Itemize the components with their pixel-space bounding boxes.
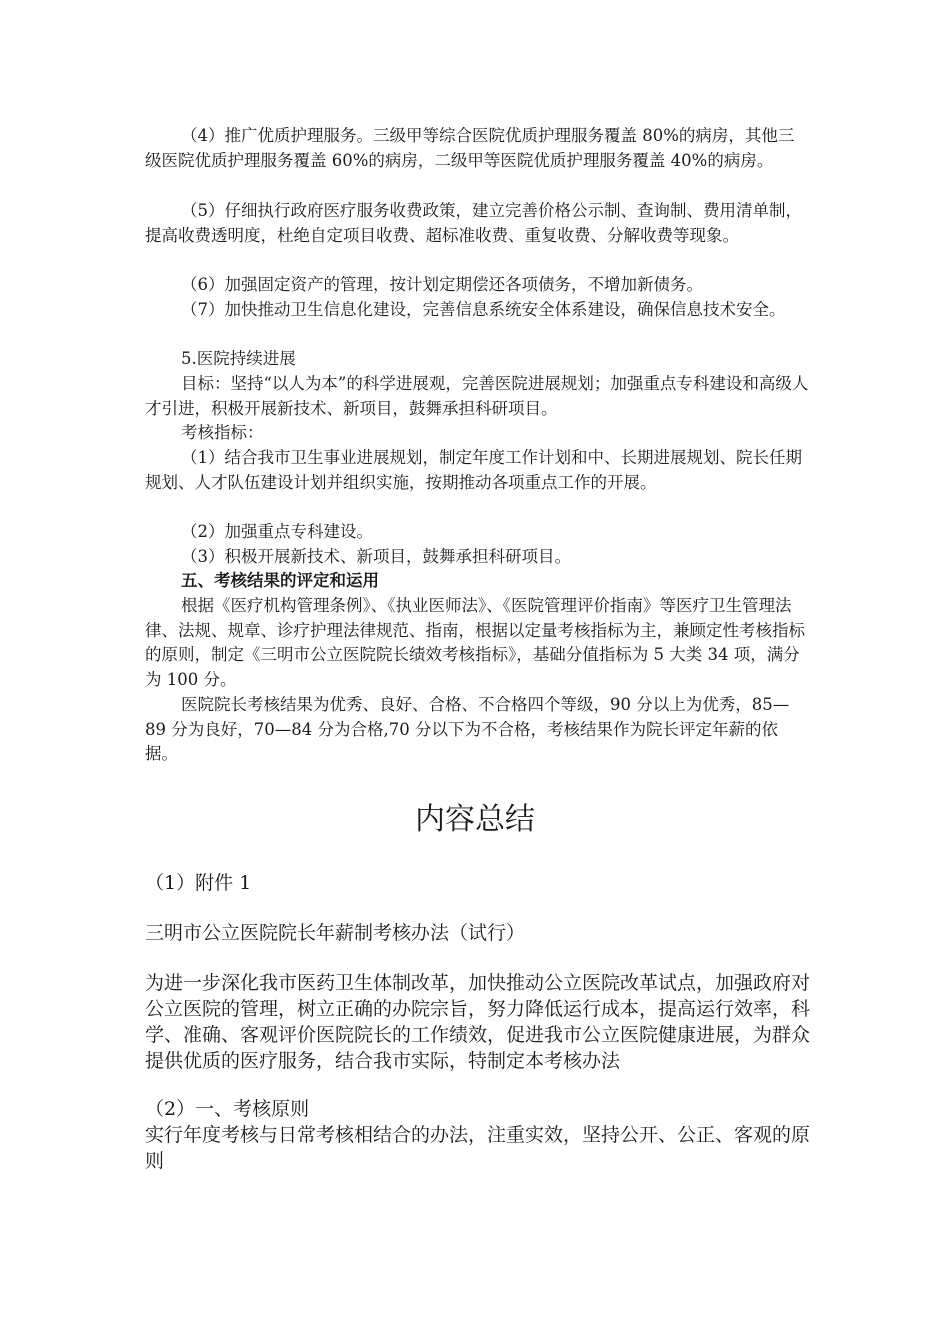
paragraph-grades: 医院院长考核结果为优秀、良好、合格、不合格四个等级，90 分以上为优秀，85—89 分为良好，70—84 分为合格,70 分以下为不合格，考核结果作为院长评定年薪的依据。	[145, 695, 790, 763]
summary-item-principles-heading: （2）一、考核原则	[145, 1098, 310, 1120]
paragraph-indicator-2: （2）加强重点专科建设。	[181, 522, 373, 541]
summary-item-principles: 实行年度考核与日常考核相结合的办法，注重实效，坚持公开、公正、客观的原则	[145, 1124, 811, 1172]
paragraph-informatization: （7）加快推动卫生信息化建设，完善信息系统安全体系建设，确保信息技术安全。	[181, 300, 786, 319]
label-assessment-indicators: 考核指标：	[181, 423, 264, 442]
paragraph-indicator-1: （1）结合我市卫生事业进展规划，制定年度工作计划和中、长期进展规划、院长任期规划、人才队伍建设计划并组织实施，按期推动各项重点工作的开展。	[145, 448, 802, 492]
summary-item-document-title: 三明市公立医院院长年薪制考核办法（试行）	[145, 922, 526, 944]
summary-title: 内容总结	[415, 802, 535, 837]
summary-item-attachment: （1）附件 1	[145, 872, 252, 894]
summary-item-purpose: 为进一步深化我市医药卫生体制改革，加快推动公立医院改革试点，加强政府对公立医院的管理，树立正确的办院宗旨，努力降低运行成本，提高运行效率，科学、准确、客观评价医院院长的工作绩效，促进我市公立医院健康进展，为群众提供优质的医疗服务，结合我市实际，特制定本考核办法	[145, 972, 811, 1072]
section-heading-sustained-development: 5.医院持续进展	[181, 349, 296, 368]
paragraph-indicator-3: （3）积极开展新技术、新项目，鼓舞承担科研项目。	[181, 547, 571, 566]
paragraph-fixed-assets: （6）加强固定资产的管理，按计划定期偿还各项债务，不增加新债务。	[181, 275, 703, 294]
paragraph-goal: 目标：坚持“以人为本”的科学进展观，完善医院进展规划；加强重点专科建设和高级人才引进，积极开展新技术、新项目，鼓舞承担科研项目。	[145, 374, 809, 418]
section-heading-results: 五、考核结果的评定和运用	[181, 571, 379, 590]
paragraph-basis: 根据《医疗机构管理条例》、《执业医师法》、《医院管理评价指南》等医疗卫生管理法律、法规、规章、诊疗护理法律规范、指南，根据以定量考核指标为主，兼顾定性考核指标的原则，制定《三明市公立医院院长绩效考核指标》，基础分值指标为 5 大类 34 项，满分为 100 分。	[145, 596, 805, 689]
paragraph-fee-policy: （5）仔细执行政府医疗服务收费政策，建立完善价格公示制、查询制、费用清单制，提高收费透明度，杜绝自定项目收费、超标准收费、重复收费、分解收费等现象。	[145, 201, 802, 245]
paragraph-optimize-nursing: （4）推广优质护理服务。三级甲等综合医院优质护理服务覆盖 80%的病房，其他三级医院优质护理服务覆盖 60%的病房，二级甲等医院优质护理服务覆盖 40%的病房。	[145, 126, 795, 170]
